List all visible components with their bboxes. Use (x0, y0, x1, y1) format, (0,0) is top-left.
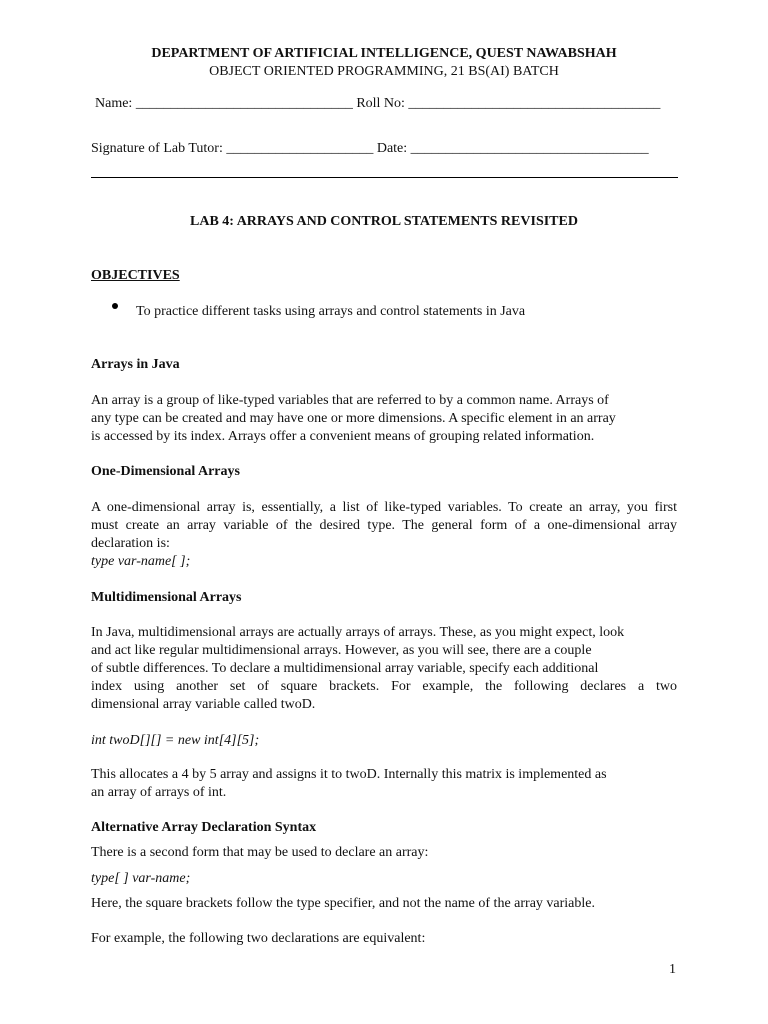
department-heading: DEPARTMENT OF ARTIFICIAL INTELLIGENCE, QUEST NAWABSHAH (151, 46, 617, 61)
text-line: any type can be created and may have one or more dimensions. A specific element in an array (91, 410, 616, 426)
bullet-icon (112, 303, 118, 309)
text-line: index using another set of square brackets. For example, the following declares a two (91, 678, 677, 694)
text-line: is accessed by its index. Arrays offer a convenient means of grouping related information. (91, 428, 595, 444)
objectives-heading: OBJECTIVES (91, 268, 180, 283)
text-line: In Java, multidimensional arrays are actually arrays of arrays. These, as you might expect, look (91, 625, 625, 640)
one-dim-heading: One-Dimensional Arrays (91, 464, 240, 479)
lab-title: LAB 4: ARRAYS AND CONTROL STATEMENTS REVISITED (190, 214, 578, 229)
text-line: of subtle differences. To declare a multidimensional array variable, specify each additional (91, 660, 599, 676)
text-line: and act like regular multidimensional arrays. However, as you will see, there are a couple (91, 642, 592, 658)
text-line: A one-dimensional array is, essentially, a list of like-typed variables. To create an array, you first (91, 500, 677, 515)
text-line: an array of arrays of int. (91, 784, 227, 800)
alt-syntax-explain: Here, the square brackets follow the type specifier, and not the name of the array variable. (91, 896, 595, 911)
name-rollno-line: Name: _______________________________ Roll No: ____________________________________ (95, 96, 661, 111)
objective-item: To practice different tasks using arrays and control statements in Java (136, 304, 526, 319)
text-line: An array is a group of like-typed variables that are referred to by a common name. Arrays of (91, 393, 609, 408)
code-example: int twoD[][] = new int[4][5]; (91, 733, 260, 748)
multi-dim-paragraph (91, 624, 677, 714)
alt-syntax-code: type[ ] var-name; (91, 871, 191, 886)
arrays-paragraph (91, 392, 677, 446)
text-line: declaration is: (91, 535, 170, 551)
arrays-heading: Arrays in Java (91, 357, 180, 372)
signature-date-line: Signature of Lab Tutor: _____________________ Date: __________________________________ (91, 141, 649, 156)
code-syntax: type var-name[ ]; (91, 553, 191, 569)
one-dim-paragraph (91, 499, 677, 571)
course-subheading: OBJECT ORIENTED PROGRAMMING, 21 BS(AI) BATCH (209, 64, 559, 79)
alt-syntax-intro: There is a second form that may be used to declare an array: (91, 845, 429, 860)
alt-syntax-heading: Alternative Array Declaration Syntax (91, 820, 317, 835)
text-line: must create an array variable of the desired type. The general form of a one-dimensional array (91, 517, 677, 533)
allocation-paragraph (91, 766, 677, 802)
multi-dim-heading: Multidimensional Arrays (91, 590, 242, 605)
text-line: dimensional array variable called twoD. (91, 696, 316, 712)
text-line: This allocates a 4 by 5 array and assigns it to twoD. Internally this matrix is implemented as (91, 767, 607, 782)
page-number: 1 (669, 962, 676, 977)
header-divider (91, 177, 678, 178)
alt-syntax-example: For example, the following two declarations are equivalent: (91, 931, 426, 946)
